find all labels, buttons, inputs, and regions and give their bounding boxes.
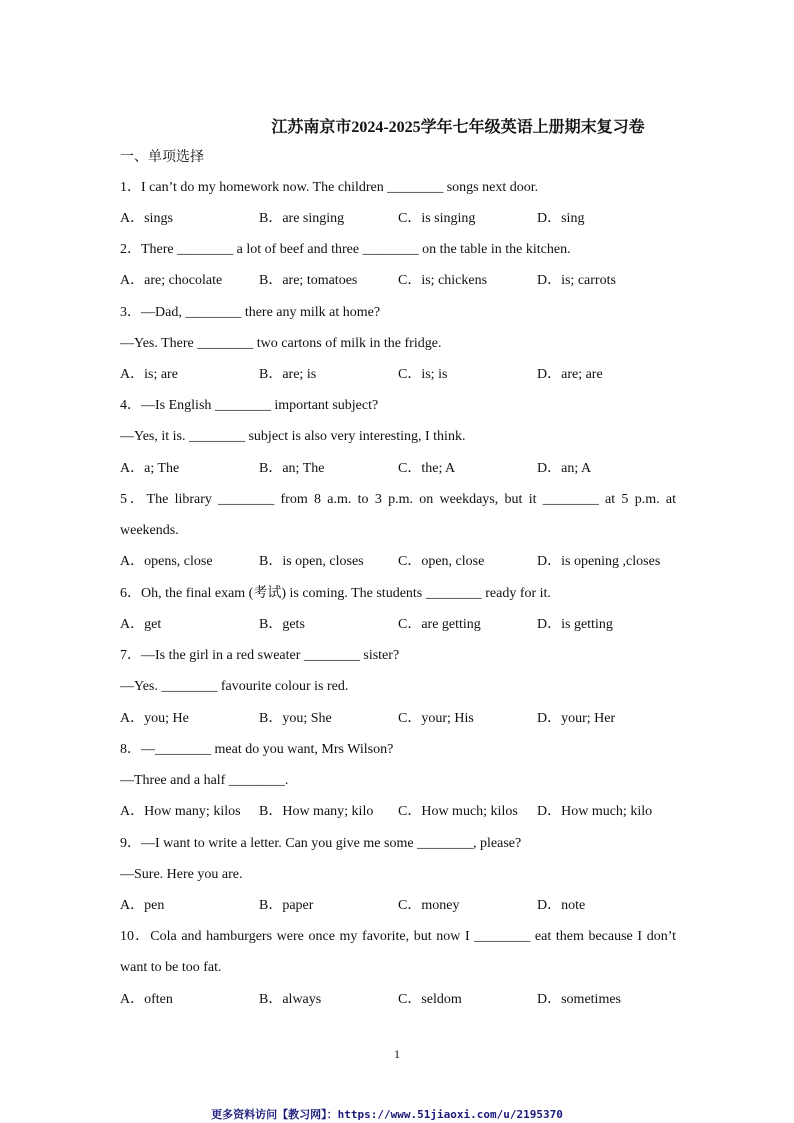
question-7-line-2: —Yes. ________ favourite colour is red. — [120, 679, 349, 694]
option-c: C．money — [398, 898, 460, 913]
question-5-line-2: weekends. — [120, 523, 179, 538]
question-10: 10．Cola and hamburgers were once my favorite, but now I ________ eat them because I don’t — [120, 929, 676, 944]
option-d: D．sometimes — [537, 992, 621, 1007]
question-1: 1．I can’t do my homework now. The children ________ songs next door. — [120, 180, 539, 195]
option-a: A．are; chocolate — [120, 273, 223, 288]
question-3: 3．—Dad, ________ there any milk at home? — [120, 305, 381, 320]
option-a: A．you; He — [120, 711, 189, 726]
option-a: A．is; are — [120, 367, 178, 382]
option-c: C．is; is — [398, 367, 448, 382]
option-a: A．sings — [120, 211, 173, 226]
option-c: C．is singing — [398, 211, 476, 226]
option-d: D．note — [537, 898, 586, 913]
page-title: 江苏南京市2024-2025学年七年级英语上册期末复习卷 — [271, 119, 645, 136]
question-3-line-2: —Yes. There ________ two cartons of milk in the fridge. — [120, 336, 442, 351]
option-d: D．are; are — [537, 367, 603, 382]
option-c: C．seldom — [398, 992, 462, 1007]
option-c: C．the; A — [398, 461, 456, 476]
question-4: 4．—Is English ________ important subject? — [120, 398, 379, 413]
section-heading: 一、单项选择 — [120, 150, 204, 165]
question-10-line-2: want to be too fat. — [120, 960, 222, 975]
option-b: B．an; The — [259, 461, 325, 476]
option-a: A．often — [120, 992, 173, 1007]
option-b: B．paper — [259, 898, 314, 913]
option-d: D．your; Her — [537, 711, 616, 726]
option-c: C．How much; kilos — [398, 804, 518, 819]
option-c: C．is; chickens — [398, 273, 488, 288]
option-d: D．is getting — [537, 617, 613, 632]
question-9: 9．—I want to write a letter. Can you give me some ________, please? — [120, 836, 522, 851]
page-number: 1 — [394, 1047, 400, 1061]
option-a: A．How many; kilos — [120, 804, 241, 819]
option-d: D．is opening ,closes — [537, 554, 661, 569]
question-4-line-2: —Yes, it is. ________ subject is also very interesting, I think. — [120, 429, 466, 444]
question-6: 6．Oh, the final exam (考试) is coming. The students ________ ready for it. — [120, 586, 551, 601]
option-b: B．always — [259, 992, 322, 1007]
question-8-line-2: —Three and a half ________. — [120, 773, 289, 788]
question-7: 7．—Is the girl in a red sweater ________ sister? — [120, 648, 400, 663]
option-b: B．is open, closes — [259, 554, 364, 569]
question-8: 8．—________ meat do you want, Mrs Wilson? — [120, 742, 394, 757]
option-d: D．sing — [537, 211, 585, 226]
option-c: C．your; His — [398, 711, 474, 726]
option-b: B．are singing — [259, 211, 345, 226]
option-b: B．How many; kilo — [259, 804, 374, 819]
option-c: C．open, close — [398, 554, 485, 569]
option-a: A．a; The — [120, 461, 180, 476]
footer-link[interactable]: 更多资料访问【教习网】：https://www.51jiaoxi.com/u/2195370 — [211, 1108, 563, 1121]
option-a: A．get — [120, 617, 162, 632]
option-b: B．gets — [259, 617, 305, 632]
question-5: 5．The library ________ from 8 a.m. to 3 p.m. on weekdays, but it ________ at 5 p.m. at — [120, 492, 676, 507]
option-b: B．are; tomatoes — [259, 273, 358, 288]
option-b: B．you; She — [259, 711, 332, 726]
option-a: A．pen — [120, 898, 165, 913]
option-a: A．opens, close — [120, 554, 213, 569]
option-d: D．How much; kilo — [537, 804, 653, 819]
option-d: D．an; A — [537, 461, 592, 476]
question-9-line-2: —Sure. Here you are. — [120, 867, 243, 882]
option-d: D．is; carrots — [537, 273, 616, 288]
question-2: 2．There ________ a lot of beef and three ________ on the table in the kitchen. — [120, 242, 571, 257]
option-b: B．are; is — [259, 367, 317, 382]
option-c: C．are getting — [398, 617, 481, 632]
